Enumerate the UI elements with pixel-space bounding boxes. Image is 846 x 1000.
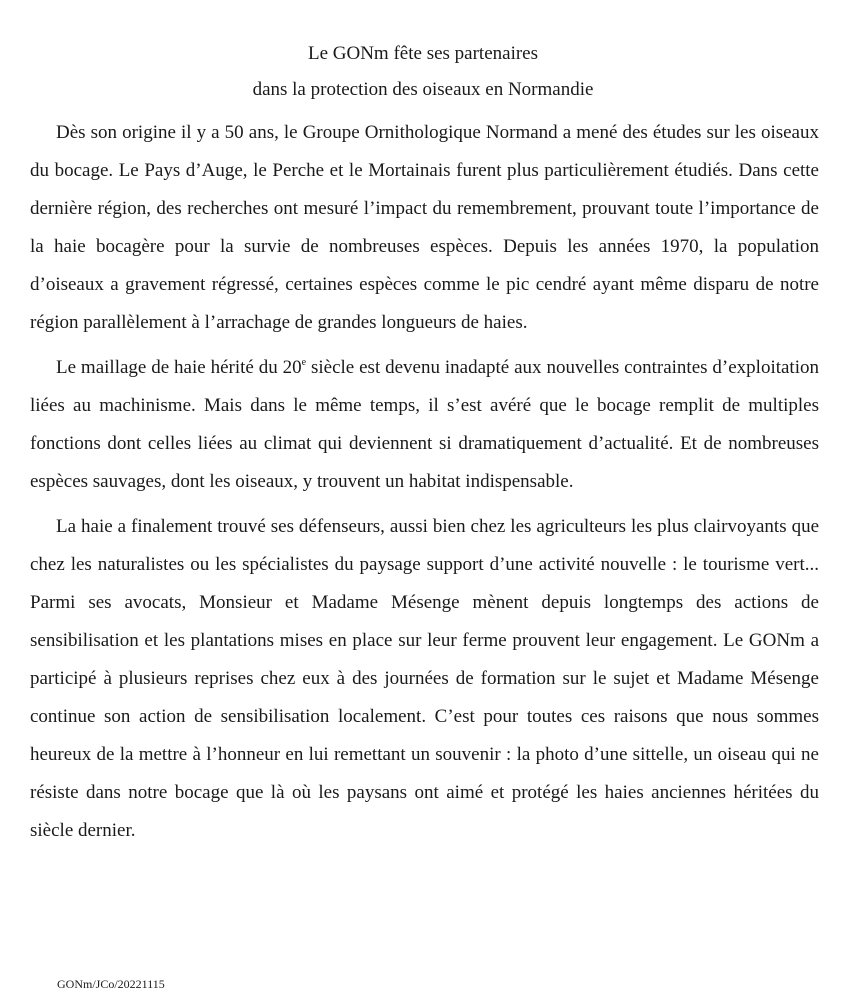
paragraph-3: La haie a finalement trouvé ses défenseurs, aussi bien chez les agriculteurs les plus clairvoyants que chez les naturalistes ou les spécialistes du paysage support d’une activité nouvelle : le tourisme vert... Parmi ses avocats, Monsieur et Madame Mésenge mènent depuis longtemps des actions de sensibilisation et les plantations mises en place sur leur ferme prouvent leur engagement. Le GONm a participé à plusieurs reprises chez eux à des journées de formation sur le sujet et Madame Mésenge continue son action de sensibilisation localement. C’est pour toutes ces raisons que nous sommes heureux de la mettre à l’honneur en lui remettant un souvenir : la photo d’une sittelle, un oiseau qui ne résiste dans notre bocage que là où les paysans ont aimé et protégé les haies anciennes héritées du siècle dernier. — [30, 516, 819, 841]
document-body — [30, 114, 819, 857]
paragraph-1: Dès son origine il y a 50 ans, le Groupe Ornithologique Normand a mené des études sur les oiseaux du bocage. Le Pays d’Auge, le Perche et le Mortainais furent plus particulièrement étudiés. Dans cette dernière région, des recherches ont mesuré l’impact du remembrement, prouvant toute l’importance de la haie bocagère pour la survie de nombreuses espèces. Depuis les années 1970, la population d’oiseaux a gravement régressé, certaines espèces comme le pic cendré ayant même disparu de notre région parallèlement à l’arrachage de grandes longueurs de haies. — [30, 122, 819, 333]
century-superscript: e — [301, 357, 307, 368]
paragraph-2 — [30, 349, 819, 501]
paragraph-2-start: Le maillage de haie hérité du 20 — [56, 357, 302, 378]
document-reference: GONm/JCo/20221115 — [57, 977, 165, 991]
title-line-1: Le GONm fête ses partenaires — [307, 43, 538, 64]
title-line-2: dans la protection des oiseaux en Normandie — [252, 79, 594, 100]
paragraph-2-rest: siècle est devenu inadapté aux nouvelles contraintes d’exploitation liées au machinisme. Mais dans le même temps, il s’est avéré que le bocage remplit de multiples fonctions dont celles liées au climat qui deviennent si dramatiquement d’actualité. Et de nombreuses espèces sauvages, dont les oiseaux, y trouvent un habitat indispensable. — [30, 357, 819, 492]
document-title — [0, 36, 846, 108]
